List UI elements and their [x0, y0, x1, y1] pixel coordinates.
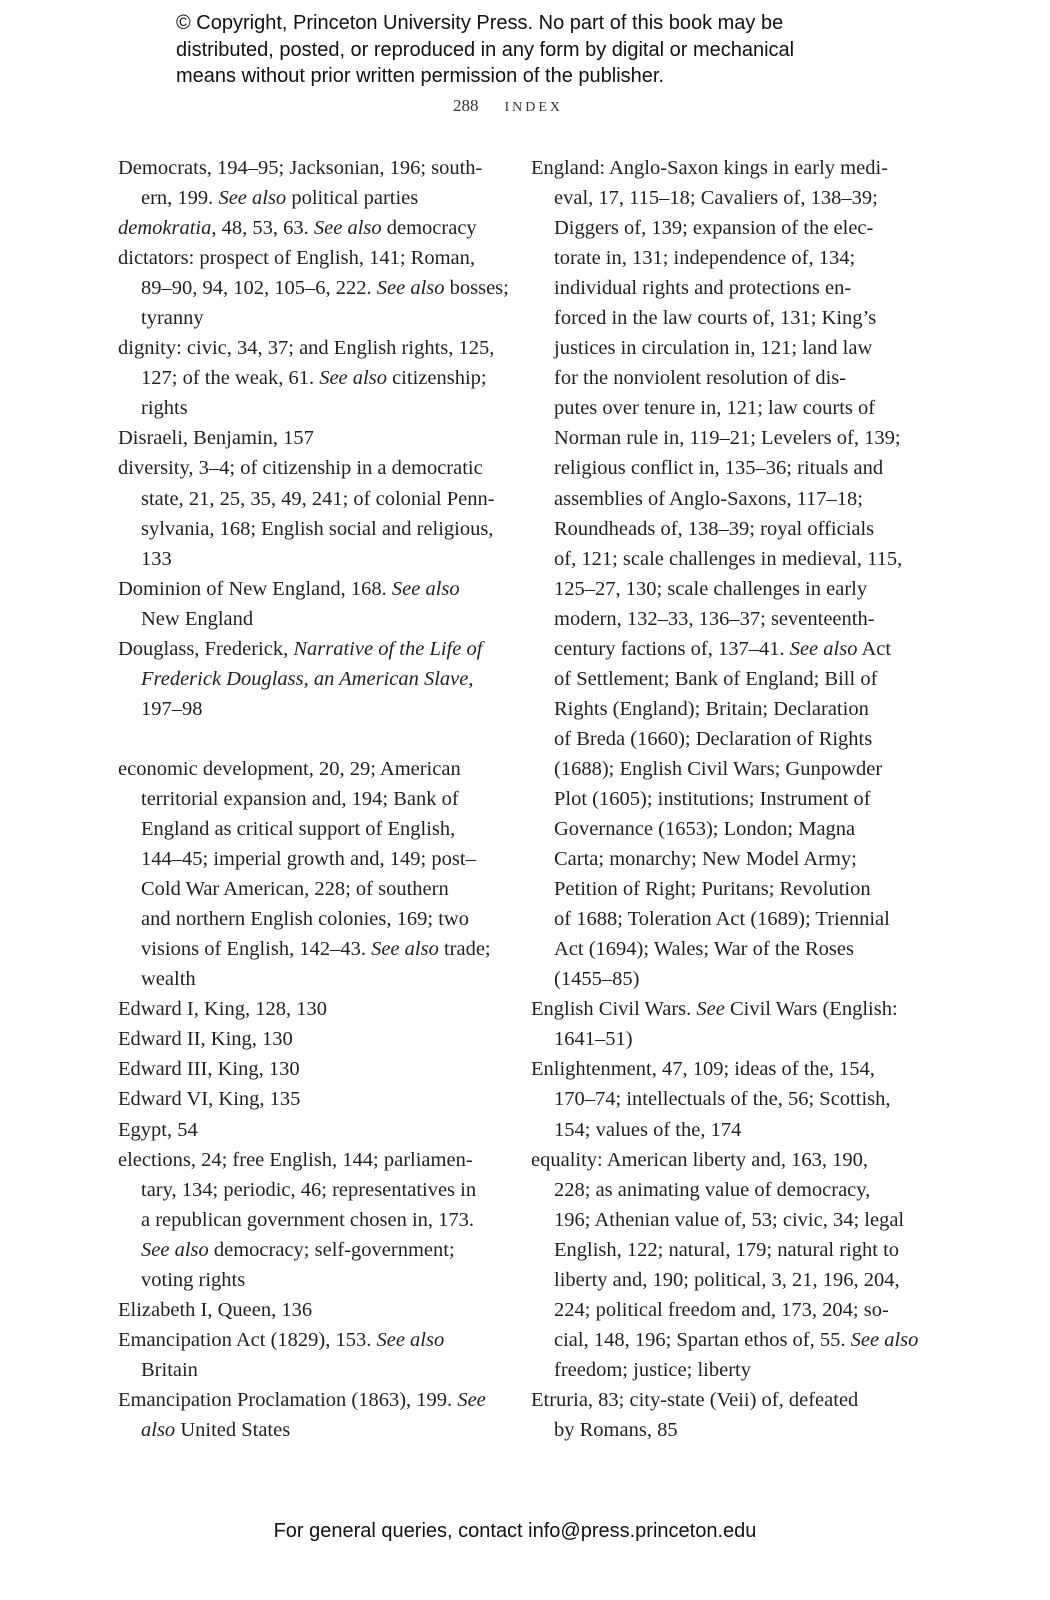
- entry-text: Egypt, 54: [118, 1118, 198, 1141]
- entry-text: economic development, 20, 29; American: [118, 757, 461, 780]
- index-entry: [118, 994, 509, 1024]
- index-entry: [118, 453, 509, 573]
- index-entry-line: [118, 1145, 509, 1175]
- entry-text: elections, 24; free English, 144; parliamen-: [118, 1148, 473, 1171]
- italic-text: See: [696, 998, 725, 1021]
- entry-text: Edward I, King, 128, 130: [118, 998, 327, 1021]
- entry-text: 125–27, 130; scale challenges in early: [554, 577, 868, 600]
- entry-text: equality: American liberty and, 163, 190,: [531, 1148, 869, 1171]
- index-entry: [531, 153, 918, 994]
- entry-text: of, 121; scale challenges in medieval, 115,: [554, 547, 903, 570]
- entry-text: territorial expansion and, 194; Bank of: [141, 787, 459, 810]
- index-entry-line: [118, 1084, 509, 1114]
- entry-text: (1455–85): [554, 968, 640, 991]
- entry-text: 154; values of the, 174: [554, 1118, 742, 1141]
- index-entry-line: [531, 333, 918, 363]
- entry-text: Dominion of New England, 168.: [118, 577, 392, 600]
- entry-text: a republican government chosen in, 173.: [141, 1208, 475, 1231]
- entry-text: 144–45; imperial growth and, 149; post–: [141, 848, 476, 871]
- index-entry-line: [531, 393, 918, 423]
- index-entry-line: [118, 784, 509, 814]
- entry-text: liberty and, 190; political, 3, 21, 196, 204,: [554, 1268, 900, 1291]
- entry-text: wealth: [141, 968, 196, 991]
- italic-text: Frederick Douglass, an American Slave: [141, 667, 469, 690]
- index-entry-line: [118, 1054, 509, 1084]
- index-entry: [118, 1385, 509, 1445]
- entry-text: of Breda (1660); Declaration of Rights: [554, 727, 873, 750]
- entry-text: and northern English colonies, 169; two: [141, 908, 469, 931]
- entry-text: Governance (1653); London; Magna: [554, 818, 856, 841]
- index-entry: [118, 574, 509, 634]
- index-entry-line: [118, 664, 509, 694]
- entry-text: 89–90, 94, 102, 105–6, 222.: [141, 277, 377, 300]
- entry-text: religious conflict in, 135–36; rituals and: [554, 457, 884, 480]
- index-entry-line: [531, 453, 918, 483]
- section-title: INDEX: [504, 100, 564, 115]
- index-entry-line: [531, 664, 918, 694]
- italic-text: See also: [313, 217, 382, 240]
- index-entry-line: [531, 183, 918, 213]
- index-entry-line: [118, 303, 509, 333]
- index-entry-line: [118, 1355, 509, 1385]
- entry-text: democracy; self-government;: [208, 1238, 455, 1261]
- entry-text: Civil Wars (English:: [724, 998, 898, 1021]
- index-entry-line: [531, 784, 918, 814]
- index-entry-line: [118, 333, 509, 363]
- entry-text: ,: [468, 667, 474, 690]
- index-entry-line: [118, 363, 509, 393]
- index-entry-line: [531, 1205, 918, 1235]
- index-entry-line: [531, 1415, 918, 1445]
- entry-text: ern, 199.: [141, 187, 219, 210]
- index-entry-line: [531, 574, 918, 604]
- entry-text: Norman rule in, 119–21; Levelers of, 139;: [554, 427, 901, 450]
- entry-text: English, 122; natural, 179; natural right to: [554, 1238, 900, 1261]
- index-entry-line: [531, 243, 918, 273]
- index-entry-line: [531, 844, 918, 874]
- index-entry: [118, 1024, 509, 1054]
- index-entry-line: [531, 814, 918, 844]
- entry-text: Britain: [141, 1358, 198, 1381]
- italic-text: See also: [850, 1328, 919, 1351]
- entry-text: eval, 17, 115–18; Cavaliers of, 138–39;: [554, 187, 878, 210]
- index-entry: [118, 243, 509, 333]
- index-entry-line: [531, 904, 918, 934]
- index-column-left: [118, 153, 509, 1445]
- page-number: 288: [452, 96, 479, 115]
- entry-text: 170–74; intellectuals of the, 56; Scottish,: [554, 1088, 891, 1111]
- index-entry-line: [531, 994, 918, 1024]
- index-entry: [118, 634, 509, 724]
- entry-text: of Settlement; Bank of England; Bill of: [554, 667, 878, 690]
- index-entry-line: [118, 694, 509, 724]
- entry-text: Emancipation Proclamation (1863), 199.: [118, 1388, 458, 1411]
- entry-text: forced in the law courts of, 131; King’s: [554, 307, 877, 330]
- index-entry: [531, 1054, 918, 1144]
- italic-text: See also: [376, 1328, 445, 1351]
- entry-text: Edward II, King, 130: [118, 1028, 293, 1051]
- index-entry: [118, 213, 509, 243]
- index-entry-line: [118, 514, 509, 544]
- entry-text: 127; of the weak, 61.: [141, 367, 320, 390]
- index-entry-line: [531, 1325, 918, 1355]
- entry-text: cial, 148, 196; Spartan ethos of, 55.: [554, 1328, 851, 1351]
- index-column-right: [531, 153, 918, 1445]
- index-entry: [118, 153, 509, 213]
- entry-text: voting rights: [141, 1268, 246, 1291]
- letter-group-gap: [118, 724, 509, 754]
- entry-text: state, 21, 25, 35, 49, 241; of colonial Penn-: [141, 487, 495, 510]
- italic-text: demokratia: [118, 217, 212, 240]
- index-entry-line: [531, 1054, 918, 1084]
- entry-text: Petition of Right; Puritans; Revolution: [554, 878, 871, 901]
- italic-text: See also: [218, 187, 287, 210]
- entry-text: modern, 132–33, 136–37; seventeenth-: [554, 607, 875, 630]
- index-entry-line: [118, 1295, 509, 1325]
- index-entry-line: [118, 273, 509, 303]
- entry-text: England as critical support of English,: [141, 818, 456, 841]
- entry-text: freedom; justice; liberty: [554, 1358, 751, 1381]
- index-entry-line: [531, 273, 918, 303]
- index-entry-line: [531, 484, 918, 514]
- footer-contact: For general queries, contact info@press.princeton.edu: [273, 1520, 757, 1542]
- index-entry: [531, 1145, 918, 1385]
- entry-text: democracy: [381, 217, 477, 240]
- running-head: [0, 96, 1016, 116]
- entry-text: Plot (1605); institutions; Instrument of: [554, 787, 871, 810]
- index-entry-line: [531, 1115, 918, 1145]
- entry-text: diversity, 3–4; of citizenship in a democratic: [118, 457, 483, 480]
- index-entry-line: [118, 934, 509, 964]
- entry-text: trade;: [438, 938, 491, 961]
- italic-text: also: [141, 1418, 176, 1441]
- italic-text: See also: [141, 1238, 209, 1261]
- entry-text: torate in, 131; independence of, 134;: [554, 247, 856, 270]
- index-entry-line: [531, 874, 918, 904]
- entry-text: justices in circulation in, 121; land law: [554, 337, 873, 360]
- entry-text: of 1688; Toleration Act (1689); Triennial: [554, 908, 890, 931]
- index-entry-line: [531, 514, 918, 544]
- index-entry-line: [118, 994, 509, 1024]
- index-entry: [531, 1385, 918, 1445]
- index-entry: [118, 1084, 509, 1114]
- index-entry-line: [531, 544, 918, 574]
- index-entry-line: [118, 183, 509, 213]
- index-entry-line: [531, 964, 918, 994]
- entry-text: political parties: [286, 187, 419, 210]
- index-entry-line: [118, 484, 509, 514]
- index-entry: [118, 1325, 509, 1385]
- entry-text: Carta; monarchy; New Model Army;: [554, 848, 857, 871]
- italic-text: See also: [371, 938, 439, 961]
- index-entry-line: [118, 1024, 509, 1054]
- index-entry-line: [531, 694, 918, 724]
- index-entry: [118, 1054, 509, 1084]
- entry-text: Diggers of, 139; expansion of the elec-: [554, 217, 874, 240]
- index-entry: [118, 754, 509, 994]
- entry-text: by Romans, 85: [554, 1418, 678, 1441]
- index-entry-line: [118, 904, 509, 934]
- index-entry-line: [531, 363, 918, 393]
- index-entry-line: [531, 1385, 918, 1415]
- entry-text: 228; as animating value of democracy,: [554, 1178, 871, 1201]
- index-entry-line: [531, 604, 918, 634]
- index-entry-line: [118, 964, 509, 994]
- entry-text: Act (1694); Wales; War of the Roses: [554, 938, 854, 961]
- index-entry-line: [118, 153, 509, 183]
- index-entry-line: [118, 1205, 509, 1235]
- entry-text: visions of English, 142–43.: [141, 938, 372, 961]
- entry-text: tyranny: [141, 307, 204, 330]
- entry-text: Elizabeth I, Queen, 136: [118, 1298, 313, 1321]
- index-entry-line: [118, 1415, 509, 1445]
- entry-text: Douglass, Frederick,: [118, 637, 294, 660]
- entry-text: 197–98: [141, 697, 203, 720]
- entry-text: English Civil Wars.: [531, 998, 697, 1021]
- index-entry-line: [531, 213, 918, 243]
- entry-text: Act: [857, 637, 892, 660]
- entry-text: (1688); English Civil Wars; Gunpowder: [554, 757, 883, 780]
- index-entry: [118, 1145, 509, 1295]
- italic-text: Narrative of the Life of: [293, 637, 483, 660]
- index-entry-line: [531, 634, 918, 664]
- entry-text: bosses;: [444, 277, 509, 300]
- italic-text: See also: [319, 367, 387, 390]
- index-entry-line: [531, 153, 918, 183]
- index-entry-line: [118, 604, 509, 634]
- notice-line: means without prior written permission of the publisher.: [176, 65, 665, 87]
- index-entry-line: [118, 574, 509, 604]
- entry-text: Roundheads of, 138–39; royal officials: [554, 517, 875, 540]
- index-entry-line: [118, 1325, 509, 1355]
- entry-text: New England: [141, 607, 254, 630]
- index-entry-line: [118, 1115, 509, 1145]
- entry-text: , 48, 53, 63.: [211, 217, 314, 240]
- entry-text: 196; Athenian value of, 53; civic, 34; legal: [554, 1208, 905, 1231]
- index-entry-line: [531, 1235, 918, 1265]
- entry-text: Emancipation Act (1829), 153.: [118, 1328, 377, 1351]
- index-entry: [118, 423, 509, 453]
- entry-text: dignity: civic, 34, 37; and English rights, 125,: [118, 337, 495, 360]
- index-entry-line: [531, 1084, 918, 1114]
- index-entry-line: [118, 393, 509, 423]
- index-entry-line: [531, 1355, 918, 1385]
- index-entry-line: [531, 303, 918, 333]
- index-entry-line: [531, 423, 918, 453]
- index-entry-line: [118, 1235, 509, 1265]
- index-entry-line: [531, 934, 918, 964]
- index-entry-line: [531, 1145, 918, 1175]
- entry-text: assemblies of Anglo-Saxons, 117–18;: [554, 487, 864, 510]
- italic-text: See: [457, 1388, 486, 1411]
- entry-text: Edward VI, King, 135: [118, 1088, 301, 1111]
- entry-text: individual rights and protections en-: [554, 277, 852, 300]
- entry-text: Rights (England); Britain; Declaration: [554, 697, 869, 720]
- index-entry-line: [531, 1265, 918, 1295]
- index-entry-line: [118, 453, 509, 483]
- index-entry-line: [118, 634, 509, 664]
- index-entry: [118, 333, 509, 423]
- entry-text: 224; political freedom and, 173, 204; so-: [554, 1298, 889, 1321]
- entry-text: England: Anglo-Saxon kings in early medi-: [531, 157, 888, 179]
- index-entry-line: [118, 814, 509, 844]
- entry-text: sylvania, 168; English social and religious,: [141, 517, 494, 540]
- entry-text: Edward III, King, 130: [118, 1058, 300, 1081]
- index-entry-line: [118, 1265, 509, 1295]
- entry-text: Cold War American, 228; of southern: [141, 878, 449, 901]
- index-entry-line: [118, 1385, 509, 1415]
- index-entry: [118, 1295, 509, 1325]
- entry-text: 133: [141, 547, 172, 570]
- entry-text: tary, 134; periodic, 46; representatives in: [141, 1178, 477, 1201]
- italic-text: See also: [789, 637, 858, 660]
- index-entry: [118, 1115, 509, 1145]
- index-entry-line: [531, 1175, 918, 1205]
- copyright-notice: [176, 10, 794, 90]
- index-entry-line: [531, 754, 918, 784]
- index-entry: [531, 994, 918, 1054]
- entry-text: Disraeli, Benjamin, 157: [118, 427, 314, 450]
- index-entry-line: [118, 213, 509, 243]
- index-entry-line: [118, 243, 509, 273]
- index-entry-line: [118, 544, 509, 574]
- index-entry-line: [118, 1175, 509, 1205]
- entry-text: putes over tenure in, 121; law courts of: [554, 397, 876, 420]
- entry-text: Etruria, 83; city-state (Veii) of, defeated: [531, 1388, 859, 1411]
- notice-line: distributed, posted, or reproduced in any form by digital or mechanical: [176, 38, 795, 61]
- entry-text: rights: [141, 397, 188, 420]
- entry-text: 1641–51): [554, 1028, 633, 1051]
- entry-text: United States: [175, 1418, 291, 1441]
- italic-text: See also: [376, 277, 445, 300]
- index-entry-line: [118, 754, 509, 784]
- entry-text: century factions of, 137–41.: [554, 637, 790, 660]
- entry-text: Enlightenment, 47, 109; ideas of the, 154,: [531, 1058, 875, 1081]
- entry-text: Democrats, 194–95; Jacksonian, 196; south-: [118, 157, 483, 179]
- index-entry-line: [531, 1295, 918, 1325]
- entry-text: citizenship;: [386, 367, 487, 390]
- index-entry-line: [531, 724, 918, 754]
- index-entry-line: [118, 844, 509, 874]
- entry-text: for the nonviolent resolution of dis-: [554, 367, 847, 390]
- notice-line: © Copyright, Princeton University Press. No part of this book may be: [176, 12, 784, 34]
- index-entry-line: [531, 1024, 918, 1054]
- italic-text: See also: [391, 577, 460, 600]
- entry-text: dictators: prospect of English, 141; Roman,: [118, 247, 475, 270]
- index-entry-line: [118, 423, 509, 453]
- index-entry-line: [118, 874, 509, 904]
